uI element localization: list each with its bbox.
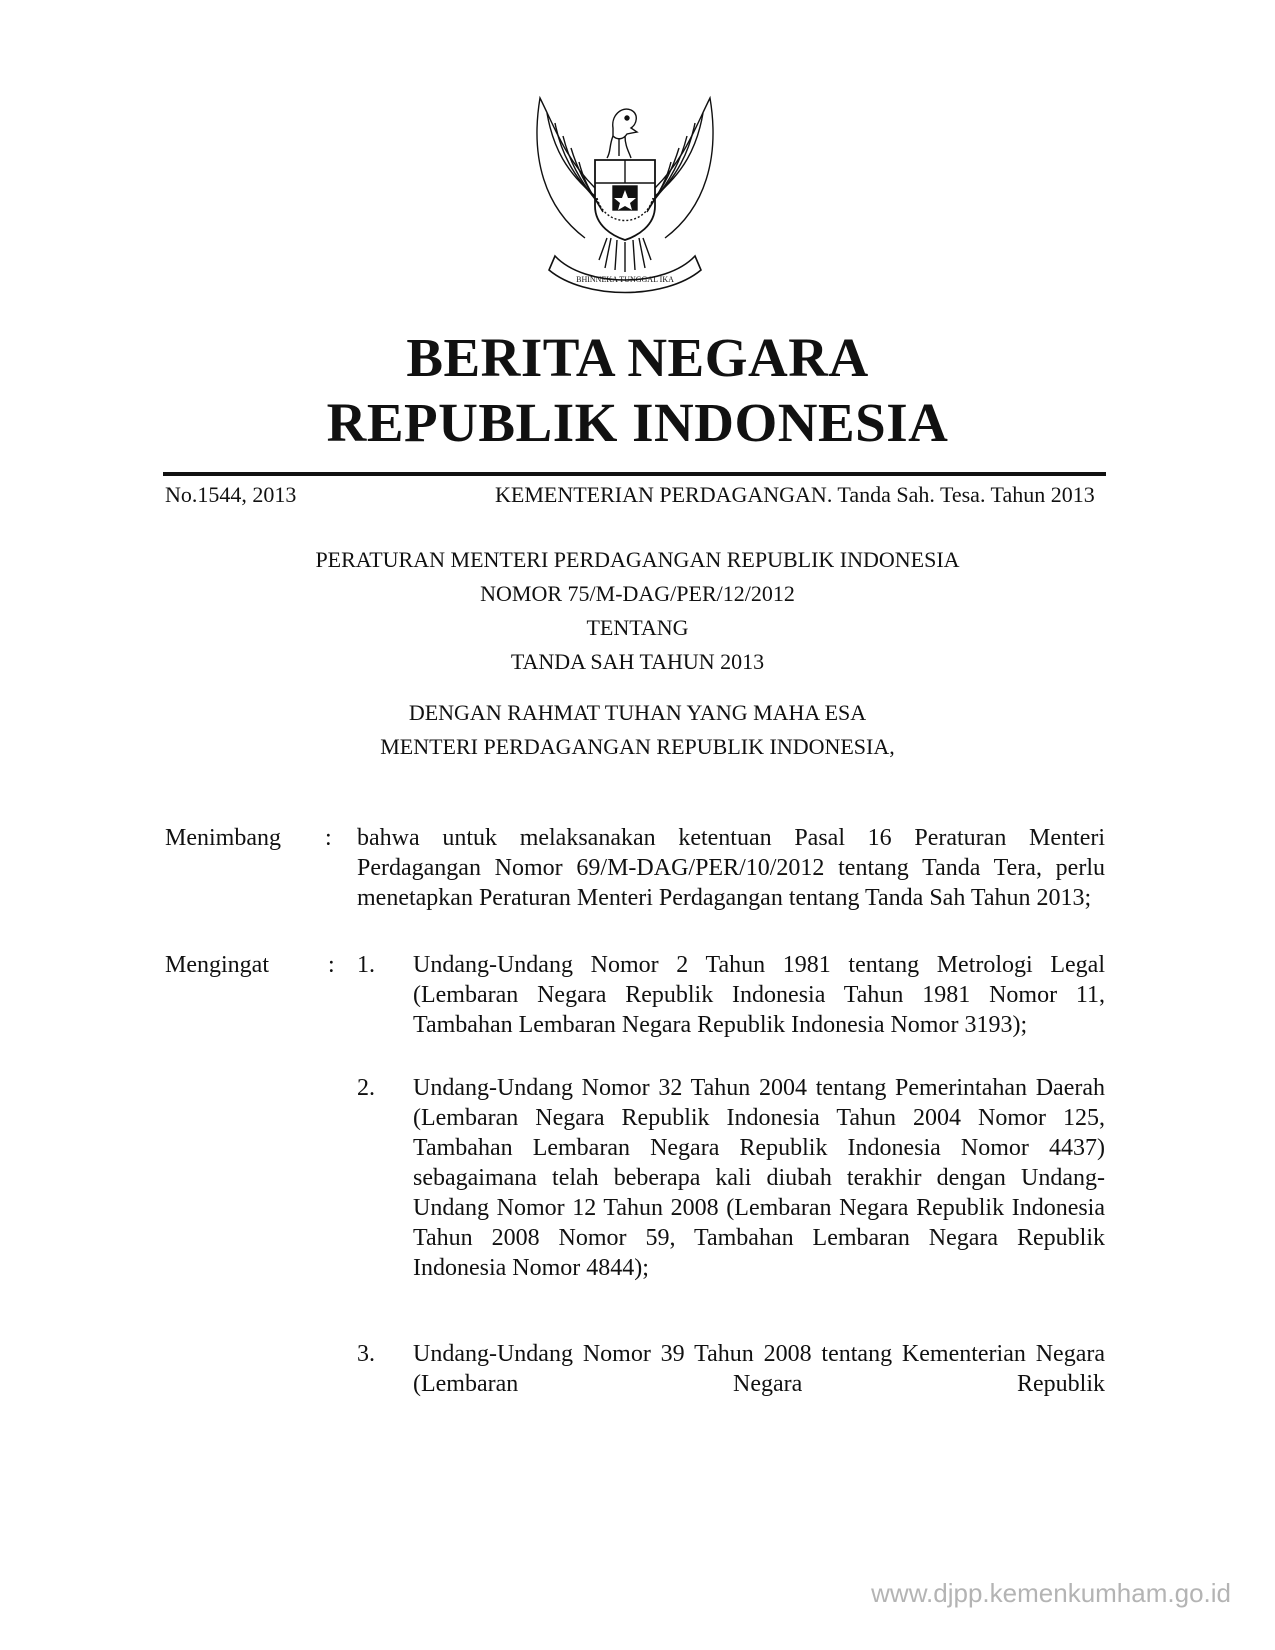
garuda-emblem [525,88,725,298]
mengingat-item-3-text: Undang-Undang Nomor 39 Tahun 2008 tentang Kementerian Negara (Lembaran Negara Republik [413,1341,1105,1397]
regulation-subject: TANDA SAH TAHUN 2013 [510,649,765,674]
mengingat-item-2-text: Undang-Undang Nomor 32 Tahun 2004 tentang Pemerintahan Daerah (Lembaran Negara Republik Indonesia Tahun 2004 Nomor 125, Tambahan Lembaran Negara Republik Indonesia Nomor 4437) sebagaimana telah beberapa kali diubah terakhir dengan Undang-Undang Nomor 12 Tahun 2008 (Lembaran Negara Republik Indonesia Tahun 2008 Nomor 59, Tambahan Lembaran Negara Republik Indonesia Nomor 4844); [413,1075,1105,1281]
mengingat-item-1-text: Undang-Undang Nomor 2 Tahun 1981 tentang Metrologi Legal (Lembaran Negara Republik Indonesia Tahun 1981 Nomor 11, Tambahan Lembaran Negara Republik Indonesia Nomor 3193); [413,952,1105,1038]
watermark-url: www.djpp.kemenkumham.go.id [871,1578,1231,1608]
minister-heading: MENTERI PERDAGANGAN REPUBLIK INDONESIA, [380,734,895,759]
regulation-number: NOMOR 75/M-DAG/PER/12/2012 [480,581,795,606]
invocation: DENGAN RAHMAT TUHAN YANG MAHA ESA [408,700,867,725]
menimbang-colon: : [325,825,332,851]
header-divider [163,472,1106,476]
motto-text: BHINNEKA TUNGGAL IKA [576,275,674,284]
mengingat-item-2-number: 2. [357,1075,375,1101]
gazette-number: No.1544, 2013 [165,482,297,507]
gazette-subject: KEMENTERIAN PERDAGANGAN. Tanda Sah. Tesa. Tahun 2013 [495,482,1095,507]
regulation-tentang: TENTANG [586,615,689,640]
regulation-title: PERATURAN MENTERI PERDAGANGAN REPUBLIK INDONESIA [315,547,960,572]
gazette-title-line1: BERITA NEGARA [406,327,869,388]
menimbang-text: bahwa untuk melaksanakan ketentuan Pasal 16 Peraturan Menteri Perdagangan Nomor 69/M-DAG/PER/10/2012 tentang Tanda Tera, perlu menetapkan Peraturan Menteri Perdagangan tentang Tanda Sah Tahun 2013; [357,825,1105,911]
mengingat-label: Mengingat [165,952,269,978]
menimbang-label: Menimbang [165,825,281,851]
mengingat-colon: : [328,952,335,978]
mengingat-item-3-number: 3. [357,1341,375,1367]
gazette-title-line2: REPUBLIK INDONESIA [326,392,949,453]
mengingat-item-1-number: 1. [357,952,375,978]
